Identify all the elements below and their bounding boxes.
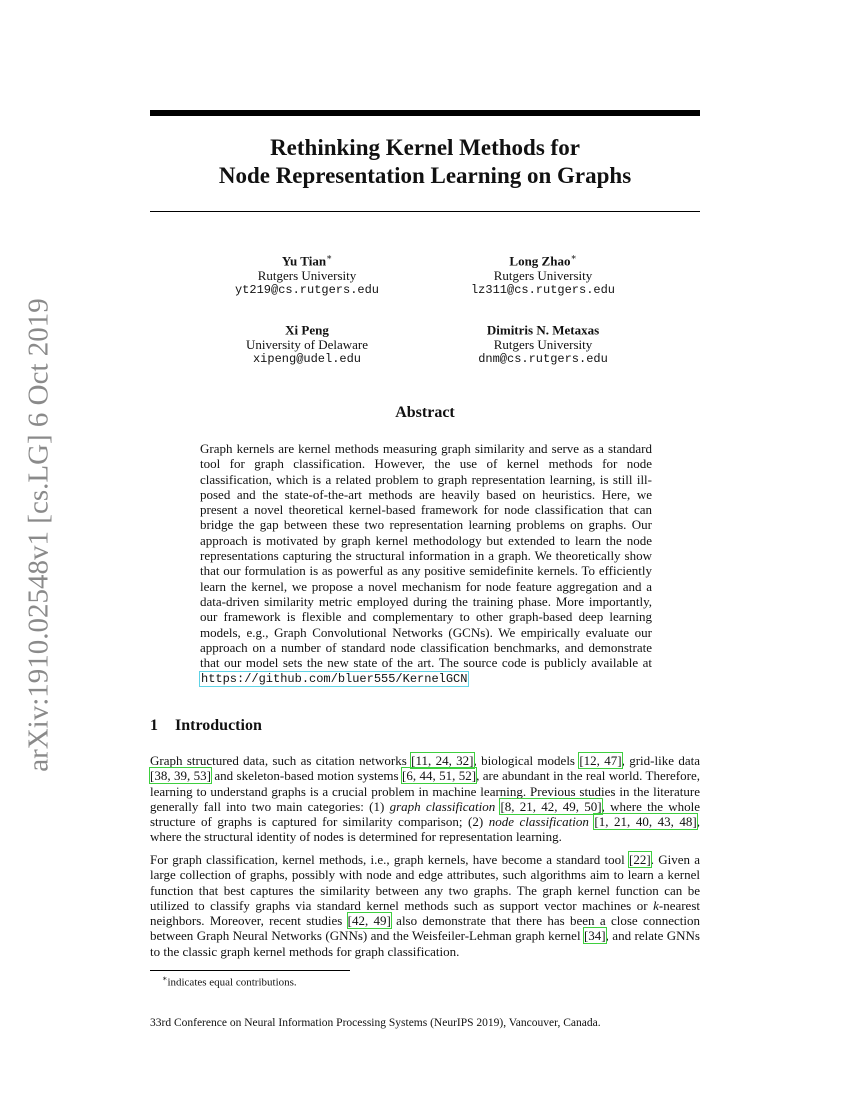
citation-link[interactable]: [42, 49] [347,913,391,929]
author-name: Yu Tian∗ [281,252,333,269]
intro-paragraph-1: Graph structured data, such as citation networks [11, 24, 32], biological models [12, 47], grid-like data [38, 39, 53] and skeleton-based motion systems [6, 44, 51, 52], are abundant in the real world. Therefore, learning to understand graphs is a crucial problem in machine learning. Previous studies in the literature generally fall into two main categories: (1) graph classification [8, 21, 42, 49, 50], where the whole structure of graphs is captured for similarity comparison; (2) node classification [1, 21, 40, 43, 48], where the structural identity of nodes is determined for representation learning. [150,753,700,845]
title-top-bar [150,110,700,116]
author-block-1 [187,250,427,298]
author-email[interactable]: yt219@cs.rutgers.edu [234,283,380,298]
footnote: ∗indicates equal contributions. [162,974,297,989]
citation-link[interactable]: [22] [629,852,651,867]
citation-link[interactable]: [34] [583,928,606,944]
source-code-link[interactable]: https://github.com/bluer555/KernelGCN [201,672,468,687]
section-title: Introduction [175,717,262,734]
author-affiliation: Rutgers University [493,337,593,353]
footnote-rule [150,970,350,971]
title-line-2: Node Representation Learning on Graphs [218,163,632,188]
author-email[interactable]: dnm@cs.rutgers.edu [478,352,608,367]
intro-paragraph-2: For graph classification, kernel methods, i.e., graph kernels, have become a standard tool [22]. Given a large collection of graphs, possibly with node and edge attributes, such algorithms aim to learn a kernel function that best captures the similarity between any two graphs. The graph kernel function can be utilized to classify graphs via standard kernel methods such as support vector machines or k-nearest neighbors. Moreover, recent studies [42, 49] also demonstrate that there has been a close connection between Graph Neural Networks (GNNs) and the Weisfeiler-Lehman graph kernel [34], and relate GNNs to the classic graph kernel methods for graph classification. [150,852,700,959]
author-name: Dimitris N. Metaxas [486,322,600,338]
abstract-heading: Abstract [395,404,455,421]
author-affiliation: Rutgers University [257,268,357,284]
author-name: Xi Peng [285,322,329,338]
author-block-2 [423,250,663,298]
citation-link[interactable]: [12, 47] [579,753,622,768]
author-affiliation: Rutgers University [493,268,593,284]
paper-title [150,134,700,190]
author-email[interactable]: xipeng@udel.edu [252,352,362,367]
citation-link[interactable]: [1, 21, 40, 43, 48] [594,814,697,830]
title-bottom-rule [150,211,700,212]
citation-link[interactable]: [6, 44, 51, 52] [402,768,477,784]
author-affiliation: University of Delaware [245,337,368,353]
section-heading [150,717,262,735]
title-line-1: Rethinking Kernel Methods for [270,135,580,160]
author-block-3 [187,319,427,367]
arxiv-stamp: arXiv:1910.02548v1 [cs.LG] 6 Oct 2019 [22,298,55,772]
author-email[interactable]: lz311@cs.rutgers.edu [470,283,616,298]
section-number: 1 [150,717,158,734]
venue-footer: 33rd Conference on Neural Information Processing Systems (NeurIPS 2019), Vancouver, Canada. [150,1017,601,1029]
abstract-body [200,441,652,688]
citation-link[interactable]: [38, 39, 53] [150,768,211,784]
author-block-4 [423,319,663,367]
citation-link[interactable]: [8, 21, 42, 49, 50] [500,798,602,814]
author-name: Long Zhao∗ [509,252,577,269]
abstract-text: Graph kernels are kernel methods measuring graph similarity and serve as a standard tool for graph classification. However, the use of kernel methods for node classification, which is a related problem to graph representation learning, is still ill-posed and the state-of-the-art methods are heavily based on heuristics. Here, we present a novel theoretical kernel-based framework for node classification that can bridge the gap between these two representation learning problems on graphs. Our approach is motivated by graph kernel methodology but extended to learn the node representations capturing the structural information in a graph. We theoretically show that our formulation is as powerful as any positive semidefinite kernels. To efficiently learn the kernel, we propose a novel mechanism for node feature aggregation and a data-driven similarity metric employed during the training phase. More importantly, our framework is flexible and complementary to other graph-based deep learning models, e.g., Graph Convolutional Networks (GCNs). We empirically evaluate our approach on a number of standard node classification benchmarks, and demonstrate that our model sets the new state of the art. The source code is publicly available at [200,441,652,671]
citation-link[interactable]: [11, 24, 32] [411,753,474,768]
